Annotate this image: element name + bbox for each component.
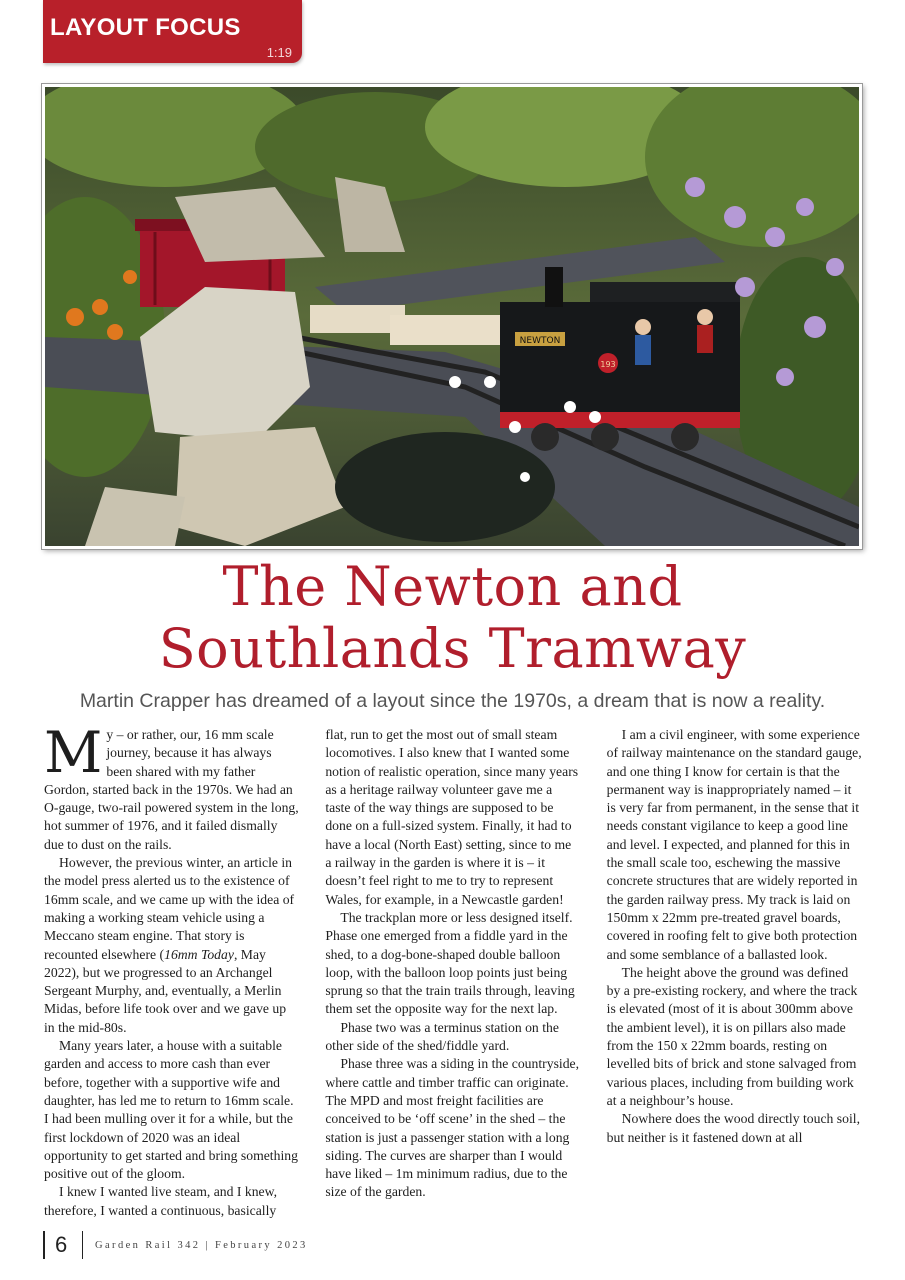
paragraph: Phase three was a siding in the countryside, where cattle and timber traffic can originate. The MPD and most freight facilities are conceived to be ‘off scene’ in the shed – the station is just a passenger station with a long siding. The curves are sharper than I would have liked – 1m minimum radius, due to the size of the garden. [325, 1056, 580, 1200]
hero-photo [42, 84, 862, 549]
paragraph: The trackplan more or less designed itself. Phase one emerged from a fiddle yard in the shed, to a dog-bone-shaped double balloon loop, with the balloon loop points just being sprung so that the train trails through, leaving them set the opposite way for the next lap. [325, 909, 575, 1017]
paragraph: The height above the ground was defined by a pre-existing rockery, and where the track is elevated (most of it is about 300mm above the ambient level), it is on pillars also made from the 150 x 22mm boards, resting on levelled bits of brick and stone salvaged from various places, including from building work at a neighbour’s house. [606, 964, 858, 1108]
scale-label: 1:19 [266, 45, 292, 60]
page-number: 6 [55, 1232, 68, 1257]
paragraph: Nowhere does the wood directly touch soil, but neither is it fastened down at all [606, 1111, 860, 1145]
paragraph: However, the previous winter, an article in the model press alerted us to the existence of 16mm scale, and we came up with the idea of making a working steam vehicle using a Meccano steam engine. That story is recounted elsewhere (16mm Today, May 2022), but we progressed to an Archangel Sergeant Murphy, and, eventually, a Merlin Midas, before life took over and we gave up in the mid-80s. [44, 855, 295, 1035]
paragraph: I am a civil engineer, with some experience of railway maintenance on the standard gauge, and one thing I know for certain is that the permanent way is inappropriately named – it is very far from permanent, in the sense that it needs constant vigilance to keep a good line and level. I expected, and planned for this in the small scale too, eschewing the massive concrete structures that are widely reported in the garden railway press. My track is laid on 150mm x 22mm pre-treated gravel boards, covered in roofing felt to give both protection and some semblance of a ballasted look. [606, 727, 862, 962]
paragraph: I knew I wanted live steam, and I knew, therefore, I wanted a continuous, basically flat, run to get the most out of small steam locomotives. I also knew that I wanted some notion of realistic operation, since many years as a heritage railway volunteer gave me a taste of the way things are supposed to be done on a full-sized system. Finally, it had to have a local (North East) setting, since to me a railway in the garden is where it is – it doesn’t feel right to me to try to represent Wales, for example, in a Newcastle garden! [44, 727, 579, 1218]
flat-wagon [390, 315, 500, 345]
footer-divider [82, 1231, 83, 1259]
paragraph: My – or rather, our, 16 mm scale journey, because it has always been shared with my father Gordon, started back in the 1970s. We had an O-gauge, two-rail powered system in the long, hot summer of 1976, and it failed dismally due to dust on the rails. [44, 720, 299, 852]
drop-cap: M [44, 720, 103, 786]
section-label: LAYOUT FOCUS [50, 14, 241, 41]
title-line-1: The Newton and [222, 555, 683, 618]
pond [335, 432, 555, 542]
article-title [0, 556, 905, 680]
paragraph: Phase two was a terminus station on the other side of the shed/fiddle yard. [325, 1019, 559, 1054]
article-body [44, 720, 862, 1224]
loco-number: 193 [600, 360, 616, 369]
loco-nameplate: NEWTON [519, 336, 561, 346]
standfirst: Martin Crapper has dreamed of a layout since the 1970s, a dream that is now a reality. [79, 690, 826, 712]
publication-citation: 16mm Today [164, 946, 234, 962]
paragraph: Many years later, a house with a suitable garden and access to more cash than ever before, together with a supportive wife and daughter, has led me to return to 16mm scale. I had been mulling over it for a while, but the first lockdown of 2020 was an ideal opportunity to get started and bring something positive out of the gloom. [44, 1038, 298, 1182]
footer-rule [43, 1231, 45, 1259]
section-tab [43, 0, 302, 63]
title-line-2: Southlands Tramway [158, 617, 747, 680]
publication-info: Garden Rail 342 | February 2023 [95, 1240, 308, 1251]
